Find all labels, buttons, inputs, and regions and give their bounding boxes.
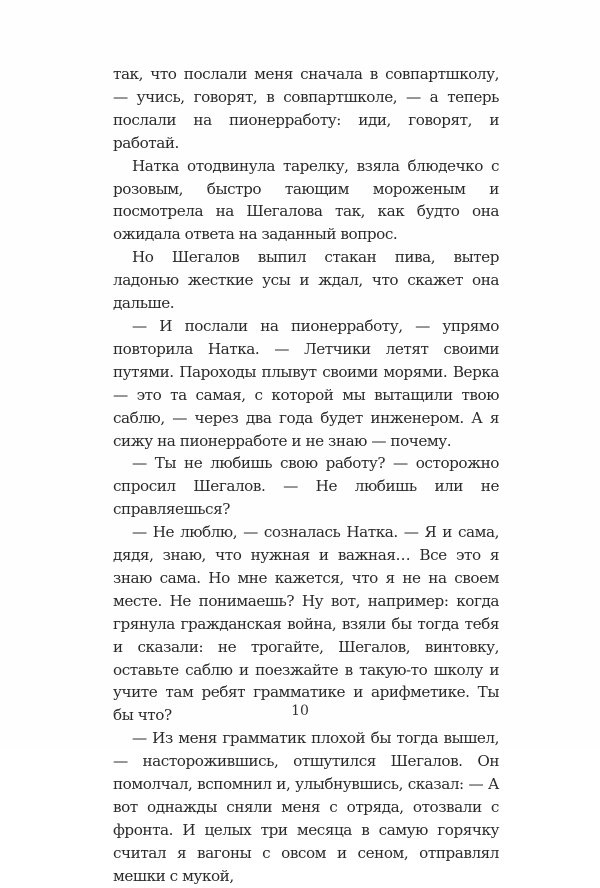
paragraph: Натка отодвинула тарелку, взяла блюдечко с розовым, быстро тающим мороженым и посмотрела на Шегалова так, как будто она ожидала ответа на заданный вопрос. bbox=[113, 156, 499, 244]
paragraph: — Ты не любишь свою работу? — осторожно спросил Шегалов. — Не любишь или не справляешься? bbox=[113, 454, 499, 519]
paragraph: — Из меня грамматик плохой бы тогда вышел, — насторожившись, отшутился Шегалов. Он помолчал, вспомнил и, улыбнувшись, сказал: — А вот однажды сняли меня с отряда, отозвали с фронта. И целых три месяца в самую горячку считал я вагоны с овсом и сеном, отправлял мешки с мукой, bbox=[113, 729, 499, 885]
page-number: 10 bbox=[291, 703, 309, 719]
paragraph: — И послали на пионерработу, — упрямо повторила Натка. — Летчики летят своими путями. Пароходы плывут своими морями. Верка — это та самая, с которой мы вытащили твою саблю, — через два года будет инженером. А я сижу на пионерработе и не знаю — почему. bbox=[113, 316, 499, 450]
paragraph: так, что послали меня сначала в совпартшколу, — учись, говорят, в совпартшколе, — а теперь послали на пионерработу: иди, говорят, и работай. bbox=[113, 65, 499, 152]
page-body-text bbox=[113, 63, 499, 888]
paragraph: Но Шегалов выпил стакан пива, вытер ладонью жесткие усы и ждал, что скажет она дальше. bbox=[113, 248, 499, 313]
paragraph: — Не люблю, — созналась Натка. — Я и сама, дядя, знаю, что нужная и важная… Все это я знаю сама. Но мне кажется, что я не на своем месте. Не понимаешь? Ну вот, например: когда грянула гражданская война, взяли бы тогда тебя и сказали: не трогайте, Шегалов, винтовку, оставьте саблю и поезжайте в такую-то школу и учите там ребят грамматике и арифметике. Ты бы что? bbox=[113, 523, 499, 725]
